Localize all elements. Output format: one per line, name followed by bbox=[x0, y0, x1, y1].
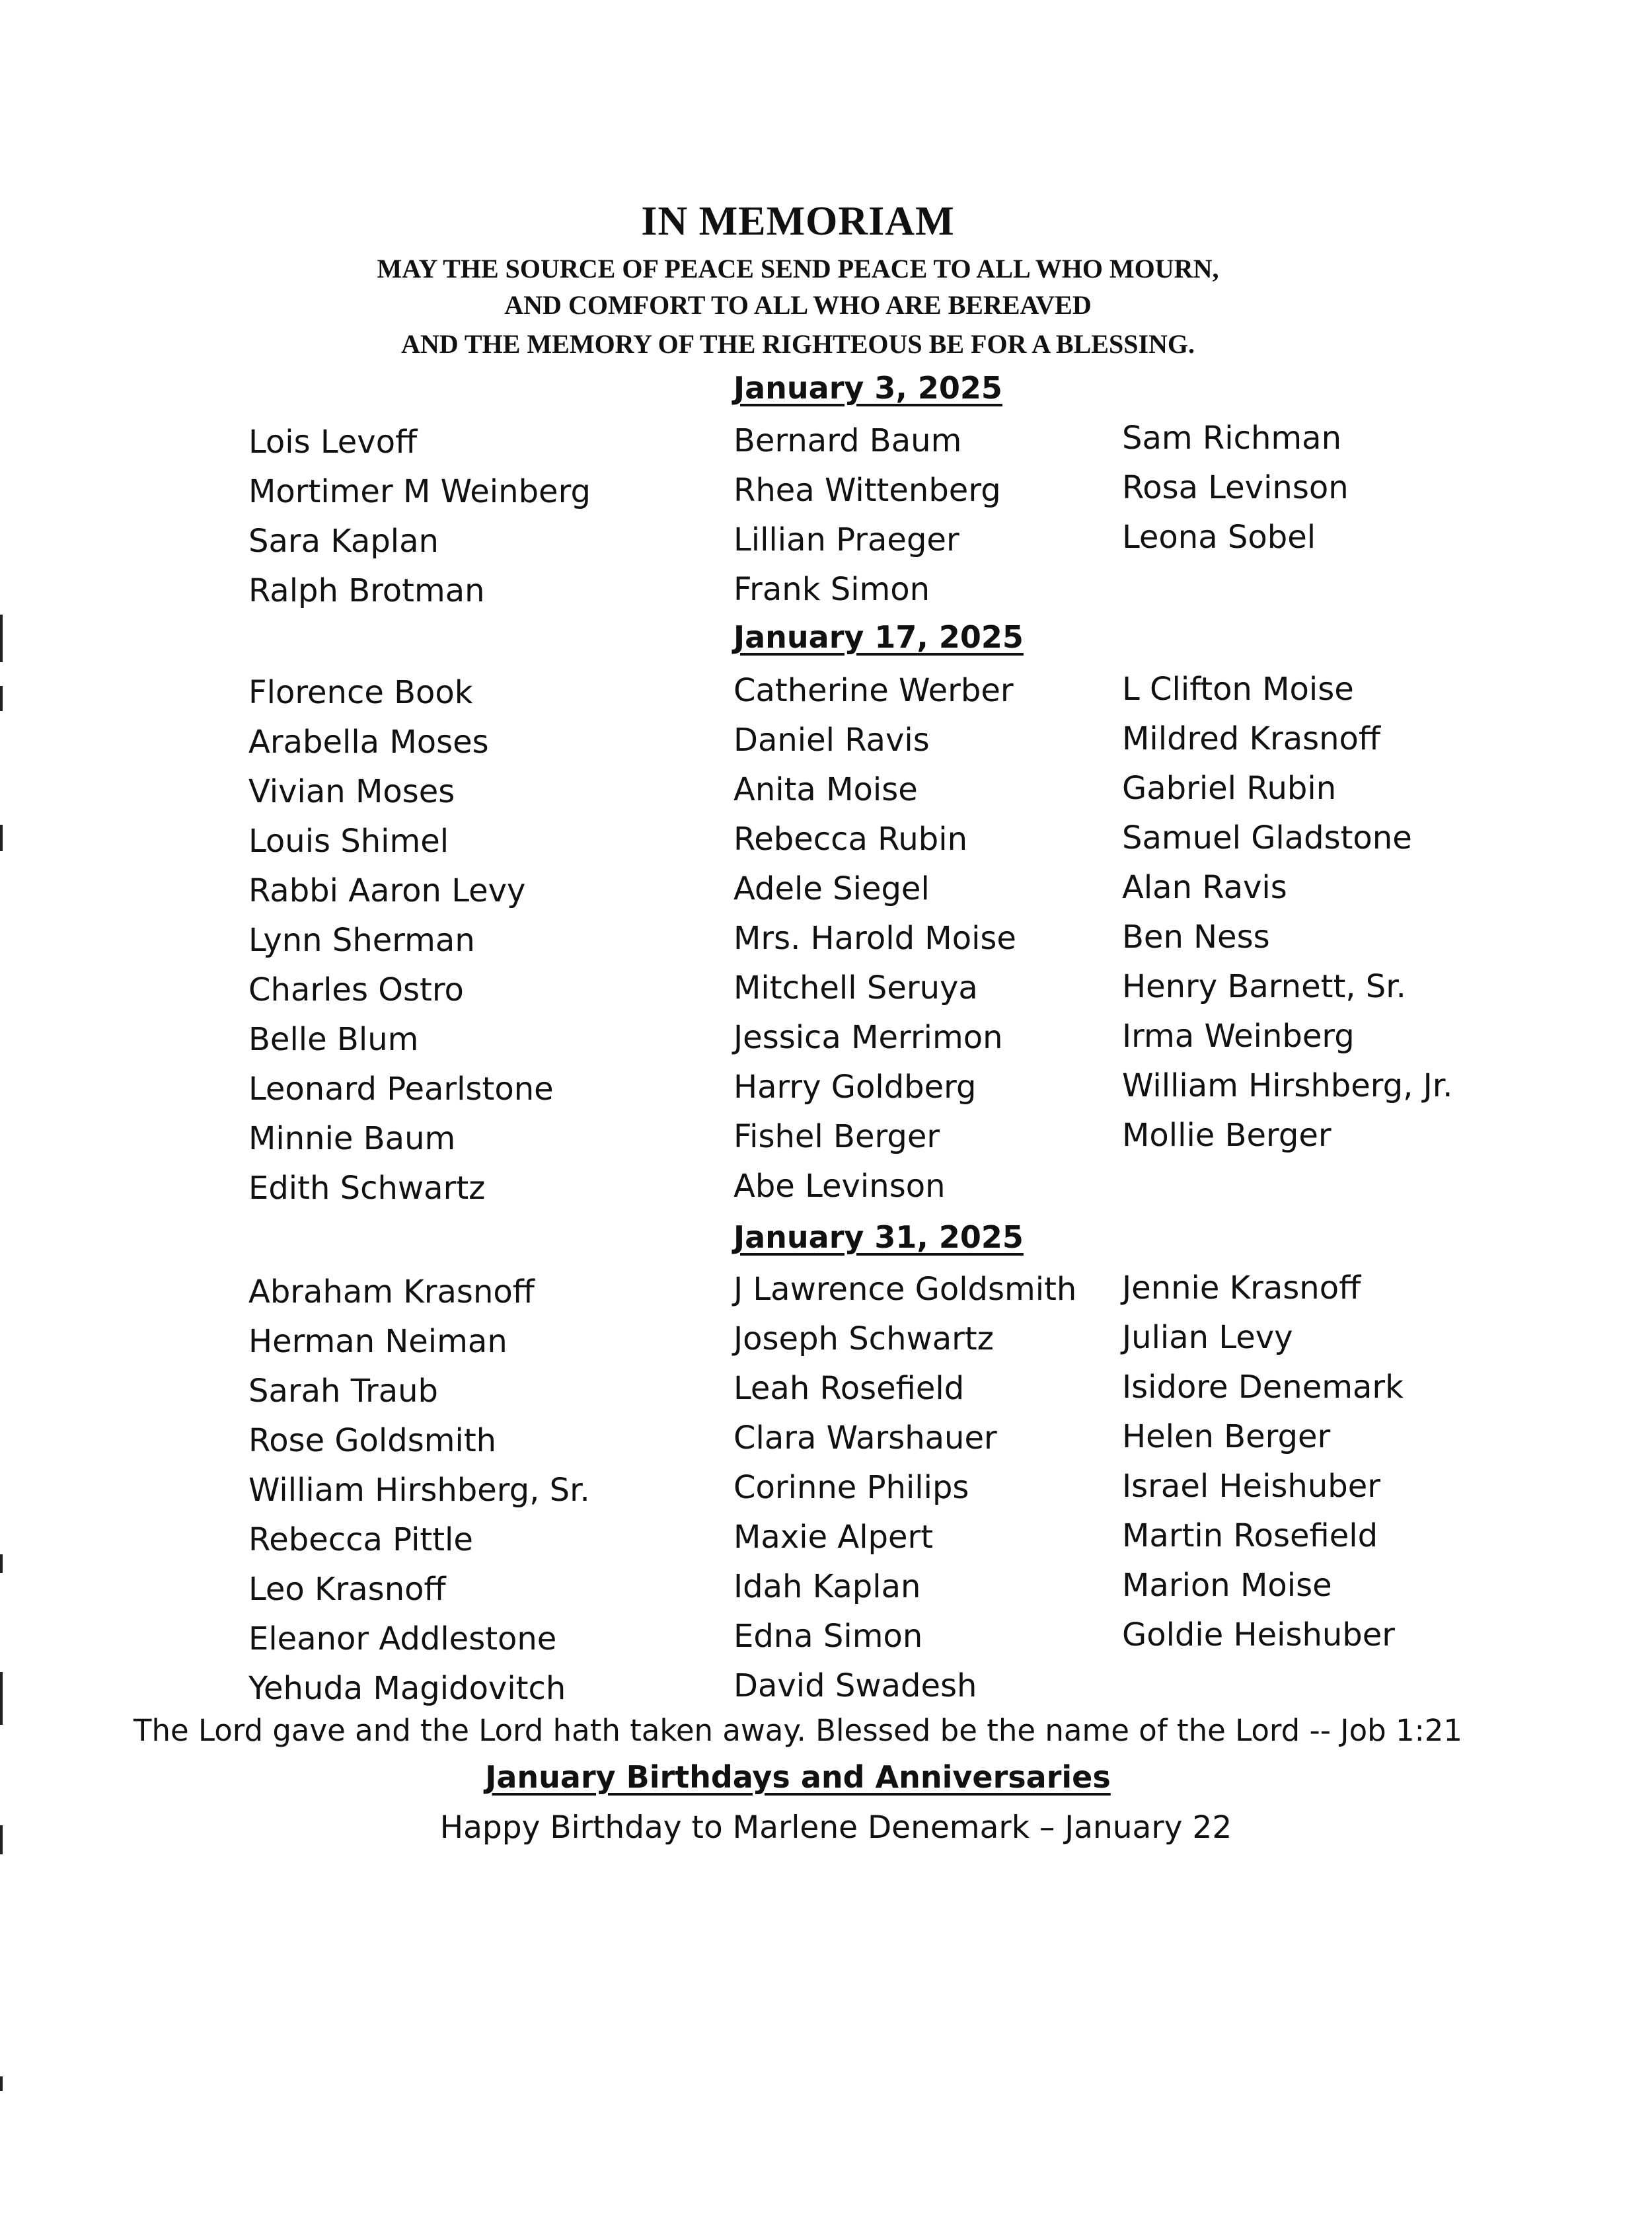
name-entry: Louis Shimel bbox=[248, 823, 449, 860]
name-entry: Rose Goldsmith bbox=[248, 1422, 497, 1459]
name-entry: Rabbi Aaron Levy bbox=[248, 872, 526, 909]
name-entry: Lillian Praeger bbox=[733, 521, 959, 558]
name-entry: Sam Richman bbox=[1122, 420, 1341, 457]
name-entry: Mildred Krasnoff bbox=[1122, 720, 1380, 757]
memoriam-title: IN MEMORIAM bbox=[641, 199, 955, 244]
name-entry: Eleanor Addlestone bbox=[248, 1620, 557, 1657]
name-entry: Israel Heishuber bbox=[1122, 1468, 1380, 1505]
name-entry: Samuel Gladstone bbox=[1122, 819, 1412, 856]
name-entry: Gabriel Rubin bbox=[1122, 770, 1337, 807]
name-entry: Helen Berger bbox=[1122, 1418, 1331, 1455]
section-date: January 3, 2025 bbox=[733, 370, 1002, 406]
name-entry: Edith Schwartz bbox=[248, 1170, 486, 1207]
name-entry: Idah Kaplan bbox=[733, 1568, 921, 1605]
name-entry: L Clifton Moise bbox=[1122, 671, 1354, 708]
scan-edge-mark bbox=[0, 2076, 3, 2091]
name-entry: Anita Moise bbox=[733, 771, 918, 808]
name-entry: Mollie Berger bbox=[1122, 1117, 1332, 1154]
name-entry: Marion Moise bbox=[1122, 1567, 1332, 1604]
names-column-3 bbox=[1122, 414, 1349, 562]
name-entry: Joseph Schwartz bbox=[733, 1320, 994, 1357]
name-entry: Daniel Ravis bbox=[733, 722, 930, 759]
scan-edge-mark bbox=[0, 1825, 3, 1854]
names-column-3 bbox=[1122, 665, 1452, 1160]
name-entry: Julian Levy bbox=[1122, 1319, 1293, 1356]
name-entry: Mortimer M Weinberg bbox=[248, 473, 591, 510]
name-entry: William Hirshberg, Jr. bbox=[1122, 1067, 1453, 1104]
names-column-1 bbox=[248, 668, 554, 1213]
name-entry: Isidore Denemark bbox=[1122, 1369, 1404, 1406]
section-date: January 17, 2025 bbox=[733, 619, 1024, 655]
names-column-3 bbox=[1122, 1264, 1404, 1660]
name-entry: Bernard Baum bbox=[733, 422, 962, 459]
subtitle-line-3: AND THE MEMORY OF THE RIGHTEOUS BE FOR A BLESSING. bbox=[400, 329, 1195, 359]
name-entry: Lois Levoff bbox=[248, 424, 418, 461]
scripture-quote: The Lord gave and the Lord hath taken away. Blessed be the name of the Lord -- Job 1:21 bbox=[133, 1713, 1463, 1748]
name-entry: Florence Book bbox=[248, 674, 473, 711]
name-entry: Vivian Moses bbox=[248, 773, 455, 810]
name-entry: Harry Goldberg bbox=[733, 1069, 977, 1106]
name-entry: Rosa Levinson bbox=[1122, 469, 1349, 506]
name-entry: J Lawrence Goldsmith bbox=[733, 1271, 1077, 1308]
name-entry: Abraham Krasnoff bbox=[248, 1273, 535, 1310]
name-entry: Lynn Sherman bbox=[248, 922, 475, 959]
name-entry: Jennie Krasnoff bbox=[1122, 1269, 1361, 1307]
name-entry: Leo Krasnoff bbox=[248, 1571, 446, 1608]
name-entry: Fishel Berger bbox=[733, 1118, 940, 1155]
name-entry: Edna Simon bbox=[733, 1618, 923, 1655]
name-entry: Sarah Traub bbox=[248, 1373, 439, 1410]
names-column-2 bbox=[733, 666, 1016, 1211]
name-entry: William Hirshberg, Sr. bbox=[248, 1472, 590, 1509]
name-entry: Rebecca Pittle bbox=[248, 1521, 473, 1558]
name-entry: Martin Rosefield bbox=[1122, 1517, 1378, 1554]
names-column-2 bbox=[733, 416, 1001, 615]
name-entry: Mrs. Harold Moise bbox=[733, 920, 1016, 957]
name-entry: Corinne Philips bbox=[733, 1469, 969, 1506]
name-entry: David Swadesh bbox=[733, 1667, 977, 1704]
birthday-announcement: Happy Birthday to Marlene Denemark – January 22 bbox=[439, 1809, 1232, 1846]
name-entry: Rhea Wittenberg bbox=[733, 472, 1001, 509]
name-entry: Frank Simon bbox=[733, 571, 930, 608]
scan-edge-mark bbox=[0, 615, 3, 662]
names-column-1 bbox=[248, 1268, 590, 1714]
name-entry: Leonard Pearlstone bbox=[248, 1071, 554, 1108]
names-column-2 bbox=[733, 1265, 1076, 1711]
subtitle-line-2: AND COMFORT TO ALL WHO ARE BEREAVED bbox=[504, 290, 1092, 320]
name-entry: Catherine Werber bbox=[733, 672, 1014, 709]
birthdays-heading: January Birthdays and Anniversaries bbox=[485, 1759, 1111, 1795]
scan-edge-mark bbox=[0, 825, 3, 851]
name-entry: Herman Neiman bbox=[248, 1323, 507, 1360]
name-entry: Goldie Heishuber bbox=[1122, 1616, 1396, 1653]
name-entry: Sara Kaplan bbox=[248, 523, 439, 560]
name-entry: Irma Weinberg bbox=[1122, 1018, 1355, 1055]
scan-edge-mark bbox=[0, 1554, 3, 1573]
name-entry: Charles Ostro bbox=[248, 971, 464, 1008]
name-entry: Ben Ness bbox=[1122, 919, 1270, 956]
name-entry: Abe Levinson bbox=[733, 1168, 946, 1205]
scan-edge-mark bbox=[0, 686, 3, 711]
name-entry: Rebecca Rubin bbox=[733, 821, 968, 858]
name-entry: Mitchell Seruya bbox=[733, 969, 978, 1006]
name-entry: Adele Siegel bbox=[733, 870, 930, 907]
name-entry: Yehuda Magidovitch bbox=[248, 1670, 566, 1707]
name-entry: Minnie Baum bbox=[248, 1120, 456, 1157]
name-entry: Maxie Alpert bbox=[733, 1519, 934, 1556]
name-entry: Jessica Merrimon bbox=[733, 1019, 1003, 1056]
name-entry: Henry Barnett, Sr. bbox=[1122, 968, 1406, 1005]
section-date: January 31, 2025 bbox=[733, 1219, 1024, 1255]
name-entry: Clara Warshauer bbox=[733, 1420, 997, 1457]
name-entry: Belle Blum bbox=[248, 1021, 419, 1058]
subtitle-line-1: MAY THE SOURCE OF PEACE SEND PEACE TO ALL WHO MOURN, bbox=[377, 254, 1219, 284]
names-column-1 bbox=[248, 418, 591, 616]
name-entry: Leona Sobel bbox=[1122, 519, 1316, 556]
name-entry: Ralph Brotman bbox=[248, 572, 485, 609]
scan-edge-mark bbox=[0, 1672, 3, 1725]
name-entry: Alan Ravis bbox=[1122, 869, 1287, 906]
name-entry: Arabella Moses bbox=[248, 724, 489, 761]
name-entry: Leah Rosefield bbox=[733, 1370, 965, 1407]
